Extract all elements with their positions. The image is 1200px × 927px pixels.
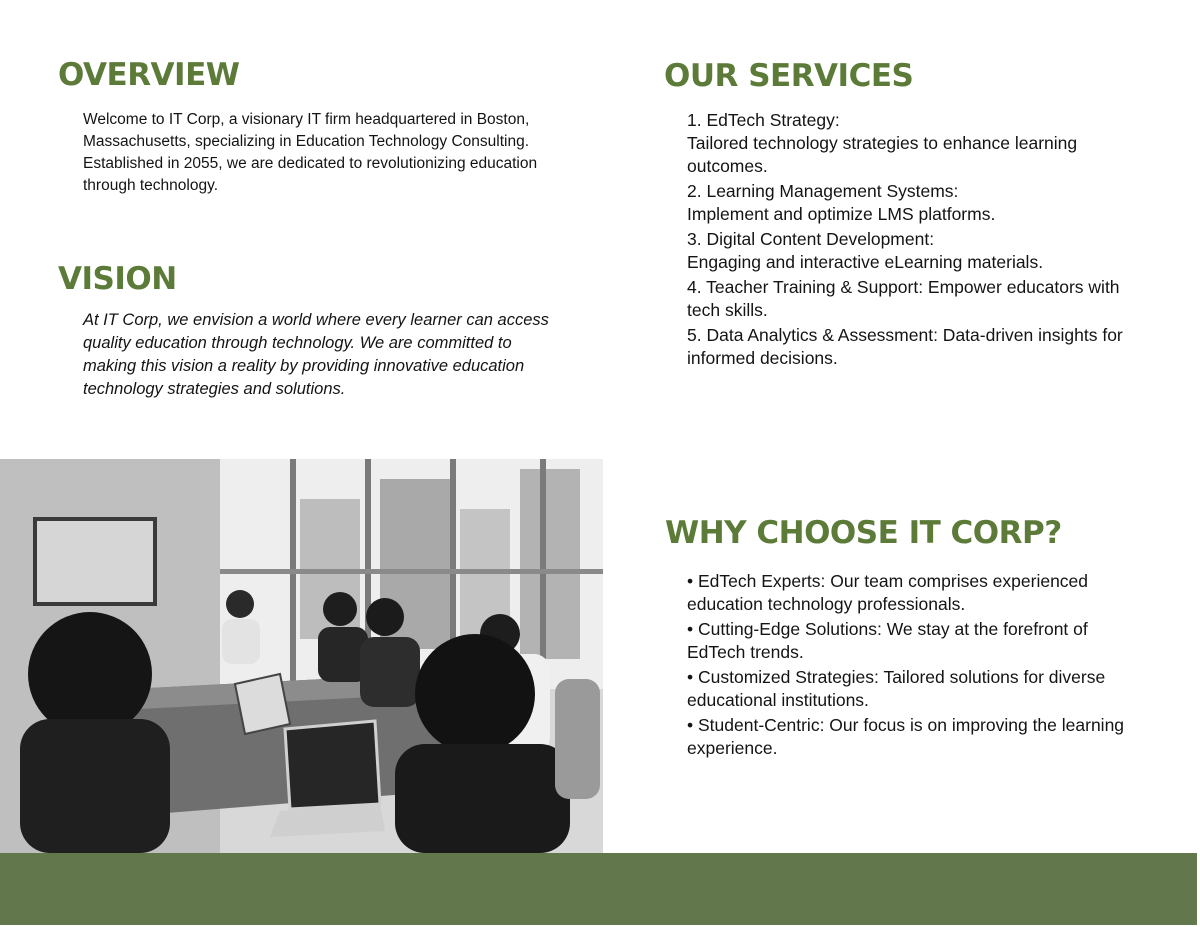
why-item: • EdTech Experts: Our team comprises experienced education technology professionals.: [687, 571, 1089, 614]
service-item: [687, 180, 1127, 226]
vision-heading: VISION: [58, 261, 177, 297]
service-title: 3. Digital Content Development:: [687, 229, 935, 249]
service-description: Tailored technology strategies to enhance learning outcomes.: [687, 133, 1078, 176]
service-item: [687, 324, 1127, 370]
service-item: [687, 109, 1127, 178]
service-item: [687, 228, 1127, 274]
why-heading: WHY CHOOSE IT CORP?: [665, 515, 1062, 551]
service-description: Implement and optimize LMS platforms.: [687, 204, 996, 224]
service-description: Engaging and interactive eLearning materials.: [687, 252, 1044, 272]
why-item: • Cutting-Edge Solutions: We stay at the forefront of EdTech trends.: [687, 619, 1088, 662]
vision-text: At IT Corp, we envision a world where every learner can access quality education through technology. We are committed to making this vision a reality by providing innovative education technology strategies and solutions.: [83, 311, 549, 398]
services-heading: OUR SERVICES: [664, 58, 914, 94]
overview-text: Welcome to IT Corp, a visionary IT firm headquartered in Boston, Massachusetts, specializing in Education Technology Consulting. Established in 2055, we are dedicated to revolutionizing education through technology.: [83, 111, 538, 194]
footer-band: [0, 853, 1197, 925]
service-item: [687, 276, 1127, 322]
why-item: • Student-Centric: Our focus is on improving the learning experience.: [687, 715, 1125, 758]
service-title: 5. Data Analytics & Assessment: Data-driven insights for informed decisions.: [687, 325, 1123, 368]
services-list: [687, 109, 1127, 372]
why-list: [687, 570, 1127, 762]
service-title: 2. Learning Management Systems:: [687, 181, 959, 201]
why-item: • Customized Strategies: Tailored solutions for diverse educational institutions.: [687, 667, 1106, 710]
service-title: 1. EdTech Strategy:: [687, 110, 840, 130]
overview-heading: OVERVIEW: [58, 57, 240, 93]
service-title: 4. Teacher Training & Support: Empower educators with tech skills.: [687, 277, 1120, 320]
meeting-photo: [0, 459, 603, 853]
